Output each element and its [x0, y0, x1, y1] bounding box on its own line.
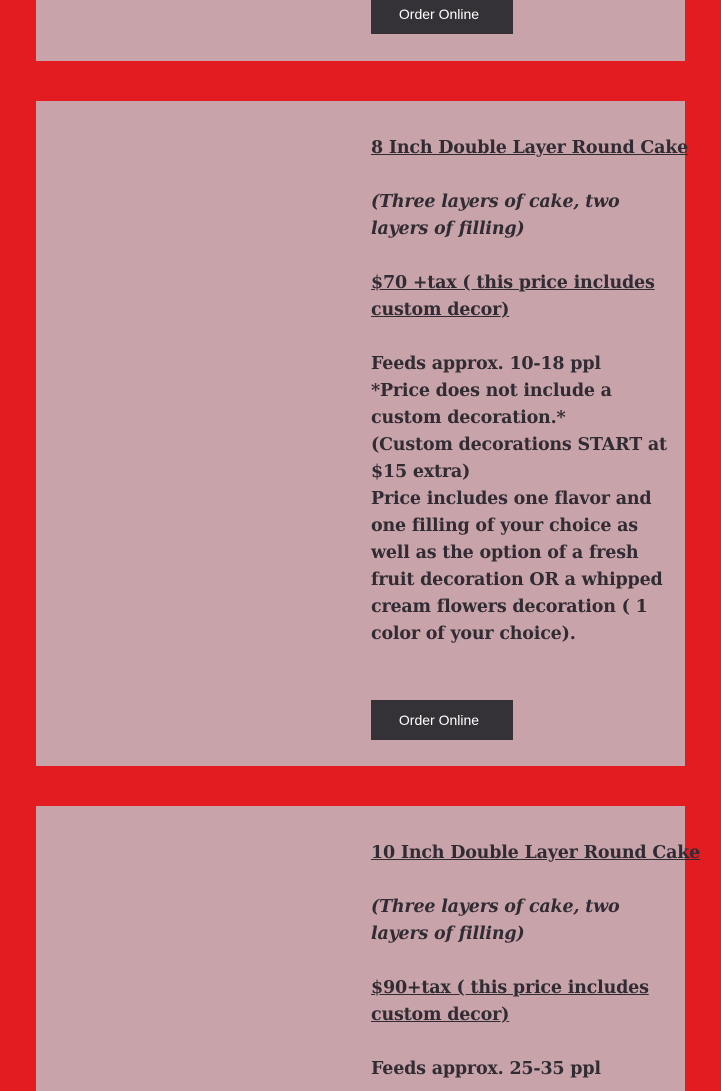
custom-decoration-note: (Custom decorations START at $15 extra) [371, 435, 667, 482]
product-feeds: Feeds approx. 10-18 ppl [371, 354, 601, 374]
product-price: $70 +tax ( this price includes custom decor) [371, 273, 655, 320]
product-title: 8 Inch Double Layer Round Cake [371, 138, 689, 158]
product-card-previous [36, 0, 685, 61]
product-card-10-inch [36, 806, 701, 1091]
order-online-button[interactable]: Order Online [371, 0, 513, 34]
product-title: 10 Inch Double Layer Round Cake [371, 843, 701, 863]
product-subtitle: (Three layers of cake, two layers of filling) [371, 897, 620, 944]
product-details: Price includes one flavor and one filling of your choice as well as the option of a fresh fruit decoration OR a whipped cream flowers decoration ( 1 color of your choice). [371, 489, 663, 644]
product-subtitle: (Three layers of cake, two layers of filling) [371, 192, 620, 239]
order-online-button[interactable]: Order Online [371, 700, 513, 740]
product-feeds: Feeds approx. 25-35 ppl [371, 1059, 601, 1079]
decoration-note: *Price does not include a custom decoration.* [371, 381, 612, 428]
product-card-8-inch [36, 101, 689, 766]
product-price: $90+tax ( this price includes custom decor) [371, 978, 649, 1025]
product-description [371, 135, 689, 648]
product-description [371, 840, 701, 1083]
